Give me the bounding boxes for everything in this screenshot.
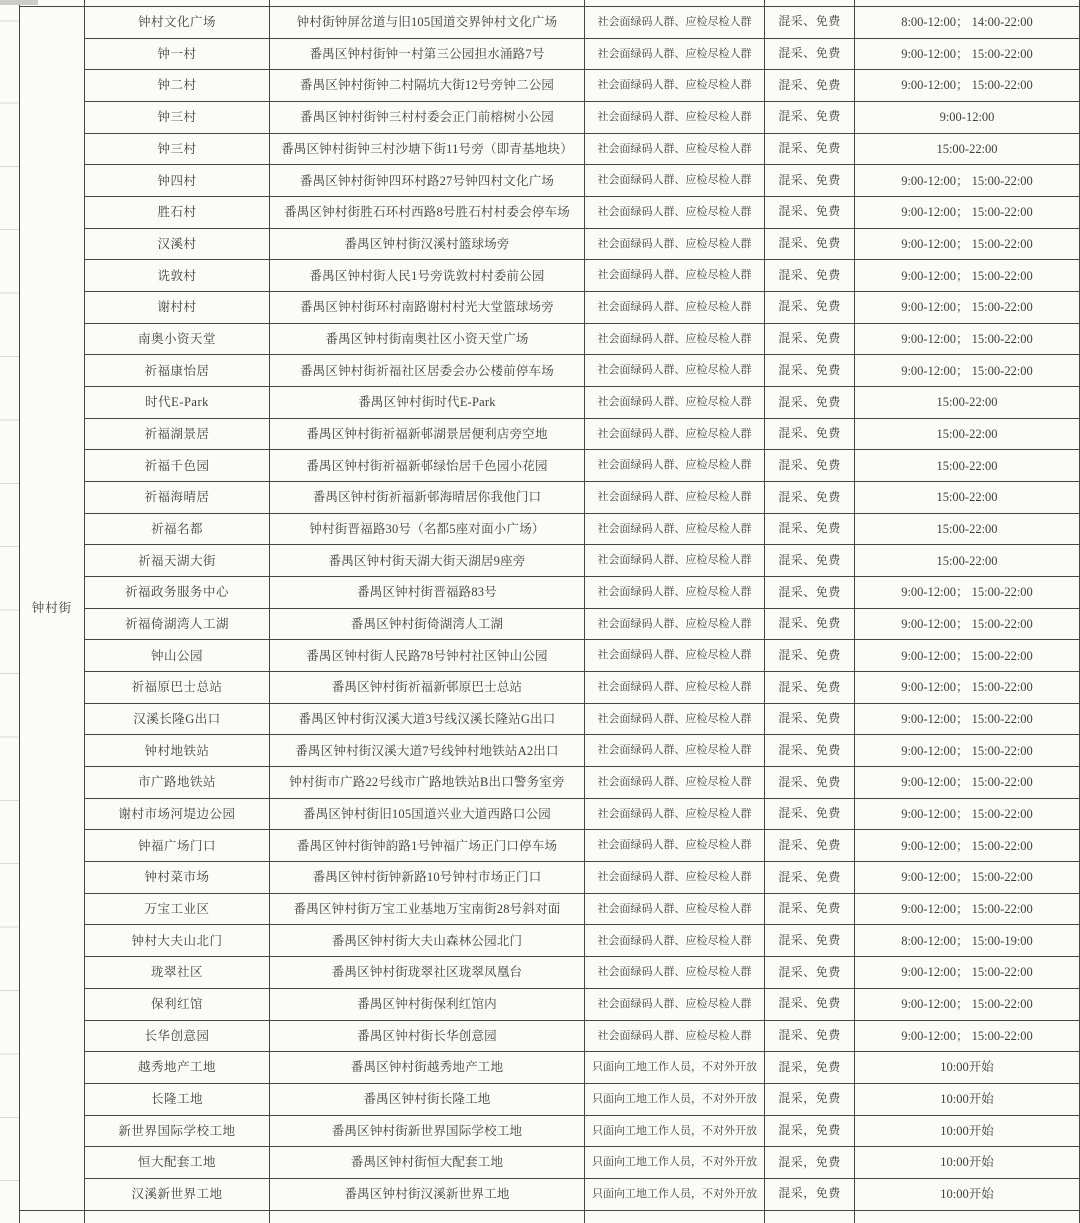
site-address-cell: 番禺区钟村街南奥社区小资天堂广场 — [270, 324, 585, 356]
site-name-cell: 恒大配套工地 — [85, 1147, 270, 1179]
audience-cell: 社会面绿码人群、应检尽检人群 — [585, 609, 765, 641]
site-address-cell: 番禺区钟村街万宝工业基地万宝南街28号斜对面 — [270, 894, 585, 926]
site-name-cell: 新世界国际学校工地 — [85, 1116, 270, 1148]
site-address-cell: 番禺区钟村街汉溪大道7号线钟村地铁站A2出口 — [270, 735, 585, 767]
site-address-cell: 番禺区钟村街祈福新邨原巴士总站 — [270, 672, 585, 704]
site-name-cell: 祈福千色园 — [85, 450, 270, 482]
audience-cell: 只面向工地工作人员，不对外开放 — [585, 1147, 765, 1179]
site-address-cell: 钟村街市广路22号线市广路地铁站B出口警务室旁 — [270, 767, 585, 799]
site-name-cell: 钟村地铁站 — [85, 735, 270, 767]
site-name-cell: 钟四村 — [85, 165, 270, 197]
site-address-cell: 番禺区钟村街晋福路83号 — [270, 577, 585, 609]
site-name-cell: 祈福天湖大街 — [85, 545, 270, 577]
site-name-cell: 汉溪新世界工地 — [85, 1179, 270, 1211]
site-address-cell: 番禺区钟村街珑翠社区珑翠凤凰台 — [270, 957, 585, 989]
site-address-cell: 番禺区钟村街汉溪新世界工地 — [270, 1179, 585, 1211]
audience-cell: 社会面绿码人群、应检尽检人群 — [585, 514, 765, 546]
sampling-fee-cell: 混采、免费 — [765, 640, 855, 672]
site-name-cell: 钟一村 — [85, 39, 270, 71]
sampling-fee-cell: 混采、免费 — [765, 862, 855, 894]
sampling-fee-cell: 混采，免费 — [765, 1179, 855, 1211]
top-sliver-cell — [855, 0, 1080, 7]
audience-cell: 社会面绿码人群、应检尽检人群 — [585, 292, 765, 324]
site-address-cell: 番禺区钟村街钟新路10号钟村市场正门口 — [270, 862, 585, 894]
service-hours-cell: 9:00-12:00； 15:00-22:00 — [855, 830, 1080, 862]
site-address-cell: 钟村街晋福路30号（名都5座对面小广场） — [270, 514, 585, 546]
site-name-cell: 长华创意园 — [85, 1021, 270, 1053]
sampling-fee-cell: 混采、免费 — [765, 292, 855, 324]
bottom-sliver-cell — [585, 1211, 765, 1223]
sampling-fee-cell: 混采、免费 — [765, 260, 855, 292]
bottom-sliver-cell — [270, 1211, 585, 1223]
site-name-cell: 祈福湖景居 — [85, 419, 270, 451]
service-hours-cell: 9:00-12:00； 15:00-22:00 — [855, 609, 1080, 641]
audience-cell: 社会面绿码人群、应检尽检人群 — [585, 894, 765, 926]
site-address-cell: 番禺区钟村街新世界国际学校工地 — [270, 1116, 585, 1148]
sampling-fee-cell: 混采、免费 — [765, 165, 855, 197]
sampling-fee-cell: 混采，免费 — [765, 1052, 855, 1084]
audience-cell: 只面向工地工作人员，不对外开放 — [585, 1179, 765, 1211]
site-address-cell: 番禺区钟村街祈福新邨海晴居你我他门口 — [270, 482, 585, 514]
service-hours-cell: 9:00-12:00； 15:00-22:00 — [855, 197, 1080, 229]
service-hours-cell: 9:00-12:00； 15:00-22:00 — [855, 704, 1080, 736]
site-address-cell: 番禺区钟村街长隆工地 — [270, 1084, 585, 1116]
audience-cell: 社会面绿码人群、应检尽检人群 — [585, 989, 765, 1021]
site-address-cell: 番禺区钟村街恒大配套工地 — [270, 1147, 585, 1179]
bottom-sliver-cell — [765, 1211, 855, 1223]
service-hours-cell: 9:00-12:00； 15:00-22:00 — [855, 862, 1080, 894]
site-name-cell: 钟三村 — [85, 102, 270, 134]
sampling-fee-cell: 混采、免费 — [765, 767, 855, 799]
site-address-cell: 番禺区钟村街钟四环村路27号钟四村文化广场 — [270, 165, 585, 197]
site-address-cell: 番禺区钟村街大夫山森林公园北门 — [270, 925, 585, 957]
audience-cell: 社会面绿码人群、应检尽检人群 — [585, 387, 765, 419]
audience-cell: 只面向工地工作人员，不对外开放 — [585, 1116, 765, 1148]
site-address-cell: 番禺区钟村街倚湖湾人工湖 — [270, 609, 585, 641]
site-name-cell: 市广路地铁站 — [85, 767, 270, 799]
sampling-fee-cell: 混采、免费 — [765, 1021, 855, 1053]
top-sliver-cell — [270, 0, 585, 7]
audience-cell: 社会面绿码人群、应检尽检人群 — [585, 260, 765, 292]
audience-cell: 社会面绿码人群、应检尽检人群 — [585, 862, 765, 894]
sampling-fee-cell: 混采、免费 — [765, 545, 855, 577]
service-hours-cell: 9:00-12:00； 15:00-22:00 — [855, 735, 1080, 767]
site-name-cell: 钟二村 — [85, 70, 270, 102]
audience-cell: 社会面绿码人群、应检尽检人群 — [585, 545, 765, 577]
service-hours-cell: 9:00-12:00； 15:00-22:00 — [855, 355, 1080, 387]
sampling-fee-cell: 混采、免费 — [765, 704, 855, 736]
service-hours-cell: 15:00-22:00 — [855, 387, 1080, 419]
site-name-cell: 谢村市场河堤边公园 — [85, 799, 270, 831]
sampling-fee-cell: 混采、免费 — [765, 672, 855, 704]
street-name-label: 钟村街 — [31, 601, 73, 616]
sampling-fee-cell: 混采、免费 — [765, 355, 855, 387]
sampling-fee-cell: 混采、免费 — [765, 577, 855, 609]
service-hours-cell: 9:00-12:00； 15:00-22:00 — [855, 894, 1080, 926]
site-name-cell: 钟村文化广场 — [85, 7, 270, 39]
audience-cell: 社会面绿码人群、应检尽检人群 — [585, 70, 765, 102]
service-hours-cell: 10:00开始 — [855, 1052, 1080, 1084]
audience-cell: 社会面绿码人群、应检尽检人群 — [585, 165, 765, 197]
service-hours-cell: 10:00开始 — [855, 1179, 1080, 1211]
bottom-sliver-cell — [855, 1211, 1080, 1223]
site-name-cell: 南奥小资天堂 — [85, 324, 270, 356]
service-hours-cell: 9:00-12:00； 15:00-22:00 — [855, 640, 1080, 672]
site-name-cell: 长隆工地 — [85, 1084, 270, 1116]
audience-cell: 社会面绿码人群、应检尽检人群 — [585, 1021, 765, 1053]
audience-cell: 社会面绿码人群、应检尽检人群 — [585, 767, 765, 799]
site-address-cell: 番禺区钟村街汉溪村篮球场旁 — [270, 229, 585, 261]
service-hours-cell: 10:00开始 — [855, 1084, 1080, 1116]
sampling-fee-cell: 混采、免费 — [765, 925, 855, 957]
sampling-fee-cell: 混采、免费 — [765, 482, 855, 514]
service-hours-cell: 9:00-12:00； 15:00-22:00 — [855, 324, 1080, 356]
site-address-cell: 番禺区钟村街钟韵路1号钟福广场正门口停车场 — [270, 830, 585, 862]
sampling-fee-cell: 混采、免费 — [765, 70, 855, 102]
service-hours-cell: 9:00-12:00； 15:00-22:00 — [855, 229, 1080, 261]
audience-cell: 社会面绿码人群、应检尽检人群 — [585, 7, 765, 39]
sampling-fee-cell: 混采、免费 — [765, 7, 855, 39]
sampling-fee-cell: 混采、免费 — [765, 799, 855, 831]
site-name-cell: 谢村村 — [85, 292, 270, 324]
service-hours-cell: 9:00-12:00； 15:00-22:00 — [855, 292, 1080, 324]
left-margin-column — [0, 0, 20, 1223]
sampling-fee-cell: 混采，免费 — [765, 1147, 855, 1179]
site-name-cell: 保利红馆 — [85, 989, 270, 1021]
audience-cell: 社会面绿码人群、应检尽检人群 — [585, 482, 765, 514]
audience-cell: 社会面绿码人群、应检尽检人群 — [585, 134, 765, 166]
site-name-cell: 祈福海晴居 — [85, 482, 270, 514]
site-address-cell: 番禺区钟村街时代E-Park — [270, 387, 585, 419]
site-name-cell: 祈福原巴士总站 — [85, 672, 270, 704]
cropped-cell-remnant — [0, 0, 38, 5]
service-hours-cell: 9:00-12:00； 15:00-22:00 — [855, 672, 1080, 704]
service-hours-cell: 15:00-22:00 — [855, 450, 1080, 482]
top-sliver-cell — [85, 0, 270, 7]
service-hours-cell: 8:00-12:00； 15:00-19:00 — [855, 925, 1080, 957]
site-address-cell: 番禺区钟村街钟一村第三公园担水涌路7号 — [270, 39, 585, 71]
site-address-cell: 番禺区钟村街钟三村沙塘下街11号旁（即青基地块） — [270, 134, 585, 166]
sampling-fee-cell: 混采、免费 — [765, 324, 855, 356]
site-name-cell: 钟村大夫山北门 — [85, 925, 270, 957]
top-sliver-cell — [765, 0, 855, 7]
audience-cell: 社会面绿码人群、应检尽检人群 — [585, 830, 765, 862]
bottom-sliver-cell — [20, 1211, 85, 1223]
site-address-cell: 番禺区钟村街祈福新邨绿怡居千色园小花园 — [270, 450, 585, 482]
sampling-fee-cell: 混采、免费 — [765, 989, 855, 1021]
service-hours-cell: 9:00-12:00； 15:00-22:00 — [855, 767, 1080, 799]
site-name-cell: 胜石村 — [85, 197, 270, 229]
site-address-cell: 番禺区钟村街祈福新邨湖景居便利店旁空地 — [270, 419, 585, 451]
service-hours-cell: 9:00-12:00； 15:00-22:00 — [855, 577, 1080, 609]
service-hours-cell: 9:00-12:00； 15:00-22:00 — [855, 260, 1080, 292]
audience-cell: 社会面绿码人群、应检尽检人群 — [585, 229, 765, 261]
audience-cell: 社会面绿码人群、应检尽检人群 — [585, 735, 765, 767]
audience-cell: 社会面绿码人群、应检尽检人群 — [585, 197, 765, 229]
service-hours-cell: 15:00-22:00 — [855, 545, 1080, 577]
sampling-fee-cell: 混采、免费 — [765, 514, 855, 546]
sampling-fee-cell: 混采、免费 — [765, 609, 855, 641]
audience-cell: 社会面绿码人群、应检尽检人群 — [585, 799, 765, 831]
site-address-cell: 番禺区钟村街旧105国道兴业大道西路口公园 — [270, 799, 585, 831]
sampling-fee-cell: 混采，免费 — [765, 1084, 855, 1116]
sampling-fee-cell: 混采、免费 — [765, 134, 855, 166]
sampling-fee-cell: 混采、免费 — [765, 197, 855, 229]
site-name-cell: 万宝工业区 — [85, 894, 270, 926]
site-name-cell: 钟福广场门口 — [85, 830, 270, 862]
service-hours-cell: 9:00-12:00； 15:00-22:00 — [855, 989, 1080, 1021]
site-address-cell: 番禺区钟村街保利红馆内 — [270, 989, 585, 1021]
service-hours-cell: 10:00开始 — [855, 1147, 1080, 1179]
sampling-fee-cell: 混采，免费 — [765, 1116, 855, 1148]
site-address-cell: 番禺区钟村街钟三村村委会正门前榕树小公园 — [270, 102, 585, 134]
site-address-cell: 番禺区钟村街长华创意园 — [270, 1021, 585, 1053]
sampling-fee-cell: 混采、免费 — [765, 419, 855, 451]
site-address-cell: 番禺区钟村街人民1号旁诜敦村村委前公园 — [270, 260, 585, 292]
site-address-cell: 番禺区钟村街天湖大街天湖居9座旁 — [270, 545, 585, 577]
sampling-fee-cell: 混采、免费 — [765, 957, 855, 989]
site-name-cell: 钟山公园 — [85, 640, 270, 672]
service-hours-cell: 8:00-12:00； 14:00-22:00 — [855, 7, 1080, 39]
site-name-cell: 祈福康怡居 — [85, 355, 270, 387]
site-name-cell: 祈福政务服务中心 — [85, 577, 270, 609]
service-hours-cell: 9:00-12:00； 15:00-22:00 — [855, 1021, 1080, 1053]
audience-cell: 社会面绿码人群、应检尽检人群 — [585, 672, 765, 704]
sampling-fee-cell: 混采、免费 — [765, 39, 855, 71]
site-address-cell: 番禺区钟村街汉溪大道3号线汉溪长隆站G出口 — [270, 704, 585, 736]
audience-cell: 只面向工地工作人员，不对外开放 — [585, 1052, 765, 1084]
site-name-cell: 越秀地产工地 — [85, 1052, 270, 1084]
audience-cell: 社会面绿码人群、应检尽检人群 — [585, 704, 765, 736]
service-hours-cell: 10:00开始 — [855, 1116, 1080, 1148]
site-name-cell: 祈福名都 — [85, 514, 270, 546]
site-name-cell: 时代E-Park — [85, 387, 270, 419]
sampling-fee-cell: 混采、免费 — [765, 450, 855, 482]
service-hours-cell: 15:00-22:00 — [855, 482, 1080, 514]
service-hours-cell: 9:00-12:00 — [855, 102, 1080, 134]
top-sliver-cell — [585, 0, 765, 7]
sampling-fee-cell: 混采、免费 — [765, 387, 855, 419]
sampling-fee-cell: 混采、免费 — [765, 102, 855, 134]
service-hours-cell: 15:00-22:00 — [855, 419, 1080, 451]
audience-cell: 社会面绿码人群、应检尽检人群 — [585, 39, 765, 71]
audience-cell: 社会面绿码人群、应检尽检人群 — [585, 957, 765, 989]
bottom-sliver-cell — [85, 1211, 270, 1223]
service-hours-cell: 9:00-12:00； 15:00-22:00 — [855, 957, 1080, 989]
site-name-cell: 珑翠社区 — [85, 957, 270, 989]
site-address-cell: 番禺区钟村街人民路78号钟村社区钟山公园 — [270, 640, 585, 672]
site-address-cell: 番禺区钟村街环村南路谢村村光大堂篮球场旁 — [270, 292, 585, 324]
audience-cell: 社会面绿码人群、应检尽检人群 — [585, 450, 765, 482]
site-name-cell: 诜敦村 — [85, 260, 270, 292]
site-name-cell: 汉溪长隆G出口 — [85, 704, 270, 736]
sampling-fee-cell: 混采、免费 — [765, 229, 855, 261]
audience-cell: 社会面绿码人群、应检尽检人群 — [585, 355, 765, 387]
site-name-cell: 钟村菜市场 — [85, 862, 270, 894]
audience-cell: 社会面绿码人群、应检尽检人群 — [585, 577, 765, 609]
audience-cell: 只面向工地工作人员，不对外开放 — [585, 1084, 765, 1116]
service-hours-cell: 15:00-22:00 — [855, 134, 1080, 166]
sampling-fee-cell: 混采、免费 — [765, 830, 855, 862]
site-address-cell: 番禺区钟村街祈福社区居委会办公楼前停车场 — [270, 355, 585, 387]
site-address-cell: 钟村街钟屏岔道与旧105国道交界钟村文化广场 — [270, 7, 585, 39]
sampling-fee-cell: 混采、免费 — [765, 735, 855, 767]
audience-cell: 社会面绿码人群、应检尽检人群 — [585, 419, 765, 451]
site-address-cell: 番禺区钟村街钟二村隔坑大街12号旁钟二公园 — [270, 70, 585, 102]
audience-cell: 社会面绿码人群、应检尽检人群 — [585, 102, 765, 134]
site-name-cell: 钟三村 — [85, 134, 270, 166]
service-hours-cell: 9:00-12:00； 15:00-22:00 — [855, 70, 1080, 102]
service-hours-cell: 9:00-12:00； 15:00-22:00 — [855, 165, 1080, 197]
service-hours-cell: 15:00-22:00 — [855, 514, 1080, 546]
service-hours-cell: 9:00-12:00； 15:00-22:00 — [855, 39, 1080, 71]
site-name-cell: 祈福倚湖湾人工湖 — [85, 609, 270, 641]
sampling-fee-cell: 混采、免费 — [765, 894, 855, 926]
audience-cell: 社会面绿码人群、应检尽检人群 — [585, 324, 765, 356]
audience-cell: 社会面绿码人群、应检尽检人群 — [585, 640, 765, 672]
service-hours-cell: 9:00-12:00； 15:00-22:00 — [855, 799, 1080, 831]
site-address-cell: 番禺区钟村街越秀地产工地 — [270, 1052, 585, 1084]
street-name-cell — [20, 7, 85, 1211]
site-name-cell: 汉溪村 — [85, 229, 270, 261]
audience-cell: 社会面绿码人群、应检尽检人群 — [585, 925, 765, 957]
site-address-cell: 番禺区钟村街胜石环村西路8号胜石村村委会停车场 — [270, 197, 585, 229]
